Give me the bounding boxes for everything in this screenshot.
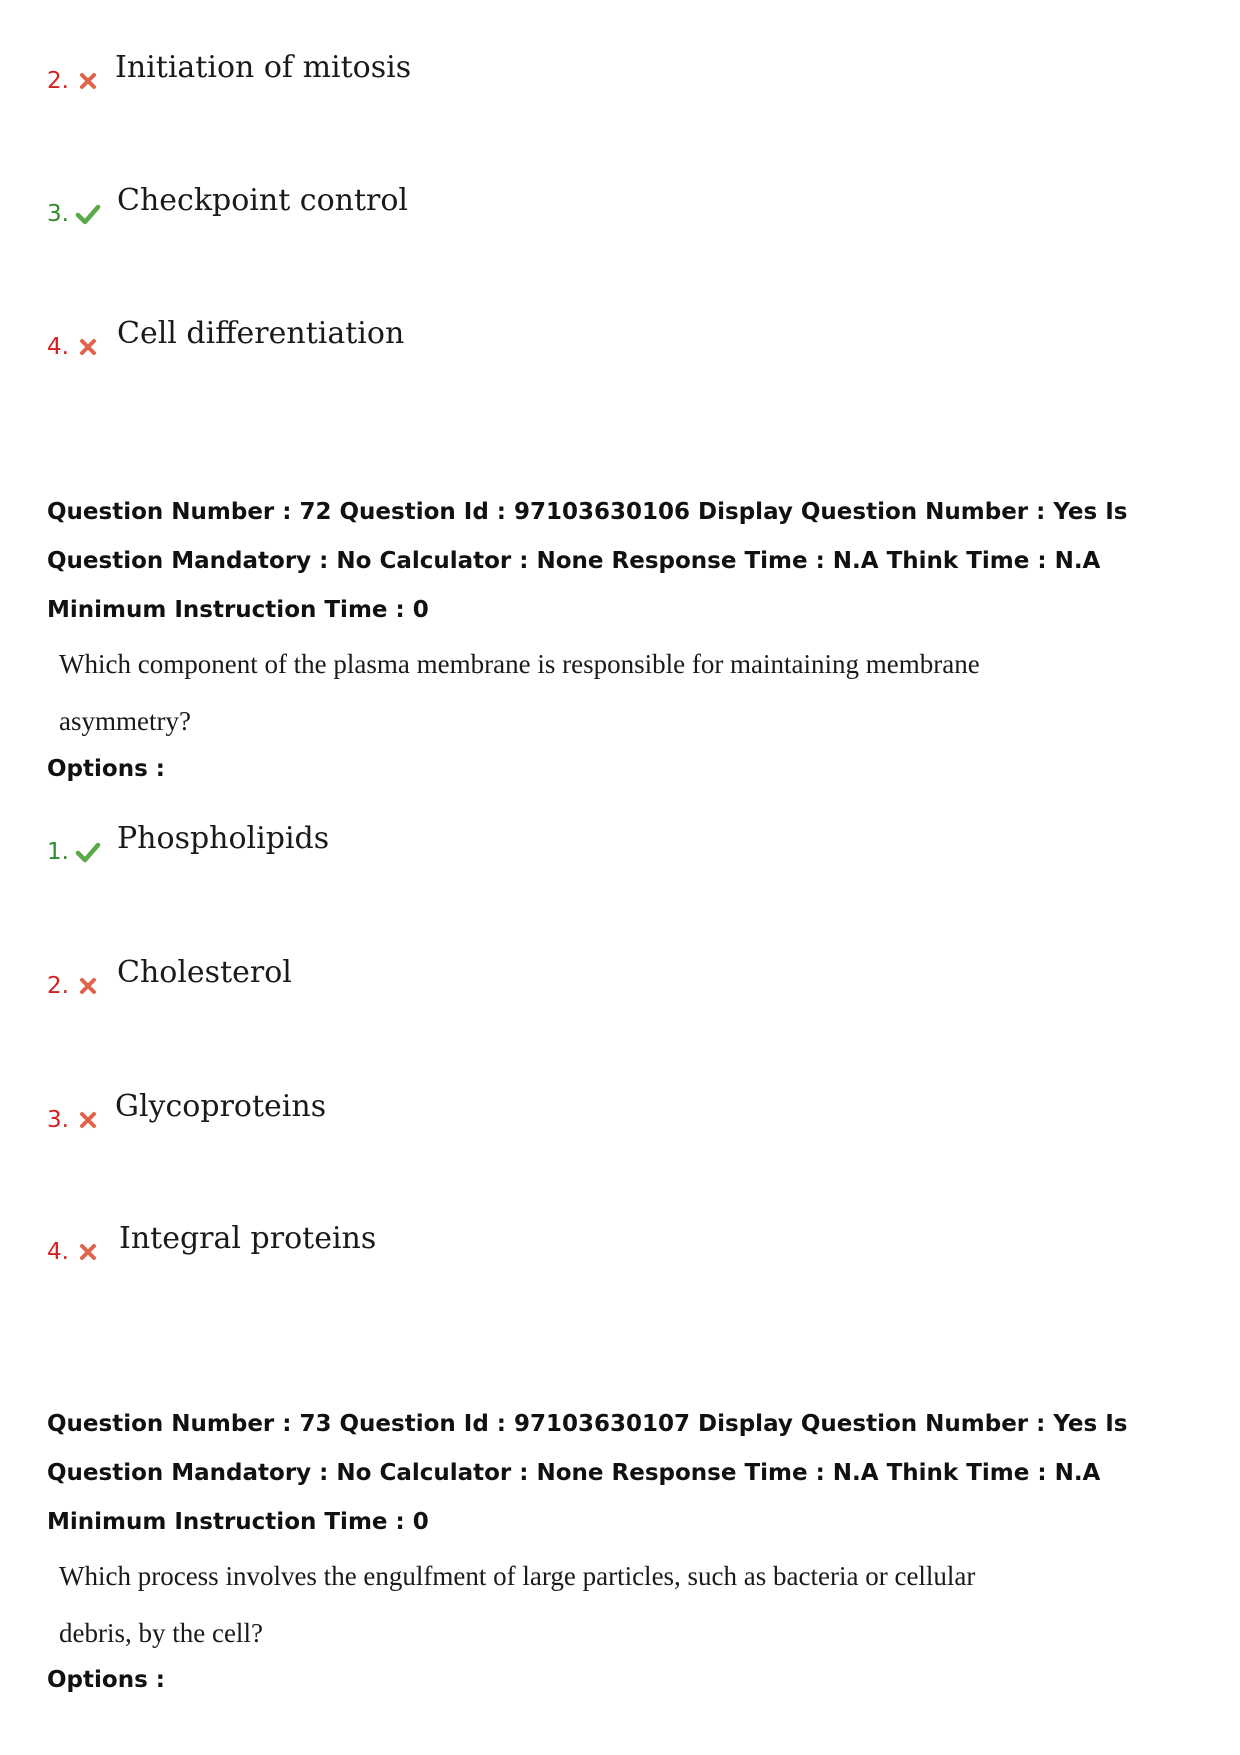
options-label: Options : (47, 756, 165, 782)
option-number: 1. (47, 839, 69, 865)
cross-icon (77, 975, 99, 997)
cross-icon (77, 1109, 99, 1131)
option-text: Integral proteins (119, 1221, 377, 1256)
check-icon (75, 841, 101, 863)
question-text (59, 1548, 1059, 1662)
option-number: 4. (47, 334, 69, 360)
option-row (47, 821, 947, 871)
cross-icon (77, 1241, 99, 1263)
option-row (47, 50, 947, 100)
cross-icon (77, 70, 99, 92)
option-row (47, 955, 947, 1005)
question-text-line: asymmetry? (59, 706, 191, 736)
options-label: Options : (47, 1667, 165, 1693)
question-text-line: Which process involves the engulfment of large particles, such as bacteria or cellular (59, 1561, 976, 1591)
cross-icon (77, 336, 99, 358)
option-number: 4. (47, 1239, 69, 1265)
option-number: 2. (47, 68, 69, 94)
option-text: Checkpoint control (117, 183, 409, 218)
option-row (47, 183, 947, 233)
option-row (47, 316, 947, 366)
option-text: Initiation of mitosis (115, 50, 412, 85)
option-row (47, 1221, 947, 1271)
option-row (47, 1089, 947, 1139)
question-text-line: debris, by the cell? (59, 1618, 263, 1648)
option-number: 3. (47, 201, 69, 227)
question-text-line: Which component of the plasma membrane is responsible for maintaining membrane (59, 649, 980, 679)
question-meta: Question Number : 72 Question Id : 97103630106 Display Question Number : Yes Is Question Mandatory : No Calculator : None Response Time : N.A Think Time : N.A Minimum Instruction Time : 0 (47, 499, 1128, 623)
option-text: Glycoproteins (115, 1089, 327, 1124)
option-text: Cell differentiation (117, 316, 405, 351)
option-number: 3. (47, 1107, 69, 1133)
question-text (59, 636, 1059, 750)
option-text: Phospholipids (117, 821, 330, 856)
option-text: Cholesterol (117, 955, 292, 990)
check-icon (75, 203, 101, 225)
question-meta: Question Number : 73 Question Id : 97103630107 Display Question Number : Yes Is Question Mandatory : No Calculator : None Response Time : N.A Think Time : N.A Minimum Instruction Time : 0 (47, 1411, 1128, 1535)
option-number: 2. (47, 973, 69, 999)
